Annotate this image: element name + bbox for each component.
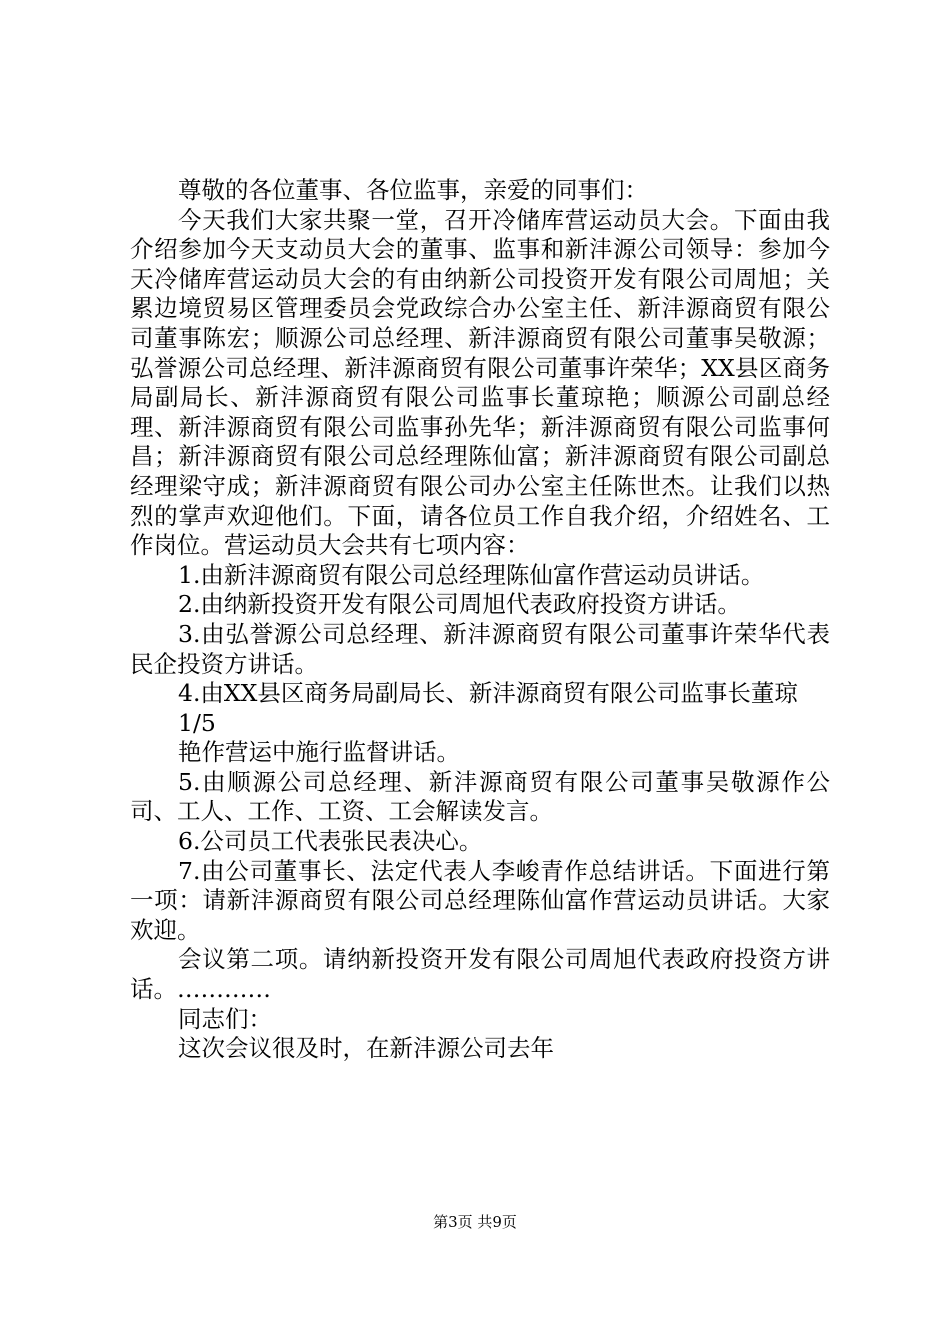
agenda-item-3: 3.由弘誉源公司总经理、新沣源商贸有限公司董事许荣华代表民企投资方讲话。 <box>130 619 830 678</box>
agenda-item-7: 7.由公司董事长、法定代表人李峻青作总结讲话。下面进行第一项：请新沣源商贸有限公司总经理陈仙富作营运动员讲话。大家欢迎。 <box>130 856 830 944</box>
agenda-item-1: 1.由新沣源商贸有限公司总经理陈仙富作营运动员讲话。 <box>178 560 765 589</box>
page-number-label: 第3页 共9页 <box>433 1213 517 1231</box>
introduction-paragraph: 今天我们大家共聚一堂，召开冷储库营运动员大会。下面由我介绍参加今天支动员大会的董事、监事和新沣源公司领导：参加今天冷储库营运动员大会的有由纳新公司投资开发有限公司周旭；关累边境贸易区管理委员会党政综合办公室主任、新沣源商贸有限公司董事陈宏；顺源公司总经理、新沣源商贸有限公司董事吴敬源；弘誉源公司总经理、新沣源商贸有限公司董事许荣华；XX县区商务局副局长、新沣源商贸有限公司监事长董琼艳；顺源公司副总经理、新沣源商贸有限公司监事孙先华；新沣源商贸有限公司监事何昌；新沣源商贸有限公司总经理陈仙富；新沣源商贸有限公司副总经理梁守成；新沣源商贸有限公司办公室主任陈世杰。让我们以热烈的掌声欢迎他们。下面，请各位员工作自我介绍，介绍姓名、工作岗位。营运动员大会共有七项内容： <box>130 205 830 560</box>
inline-page-marker: 1/5 <box>178 708 216 737</box>
closing-fragment: 这次会议很及时，在新沣源公司去年 <box>178 1034 554 1063</box>
salutation: 尊敬的各位董事、各位监事，亲爱的同事们： <box>178 176 648 204</box>
agenda-item-4-part-2: 艳作营运中施行监督讲话。 <box>178 738 460 767</box>
document-body <box>130 176 830 1064</box>
comrades-salutation: 同志们： <box>178 1004 272 1033</box>
page-footer <box>0 1212 950 1232</box>
second-item-paragraph: 会议第二项。请纳新投资开发有限公司周旭代表政府投资方讲话。………… <box>130 945 830 1004</box>
agenda-item-2: 2.由纳新投资开发有限公司周旭代表政府投资方讲话。 <box>178 590 741 619</box>
agenda-item-6: 6.公司员工代表张民表决心。 <box>178 827 483 856</box>
agenda-item-5: 5.由顺源公司总经理、新沣源商贸有限公司董事吴敬源作公司、工人、工作、工资、工会解读发言。 <box>130 767 830 826</box>
agenda-item-4-part-1: 4.由XX县区商务局副局长、新沣源商贸有限公司监事长董琼 <box>178 679 798 708</box>
